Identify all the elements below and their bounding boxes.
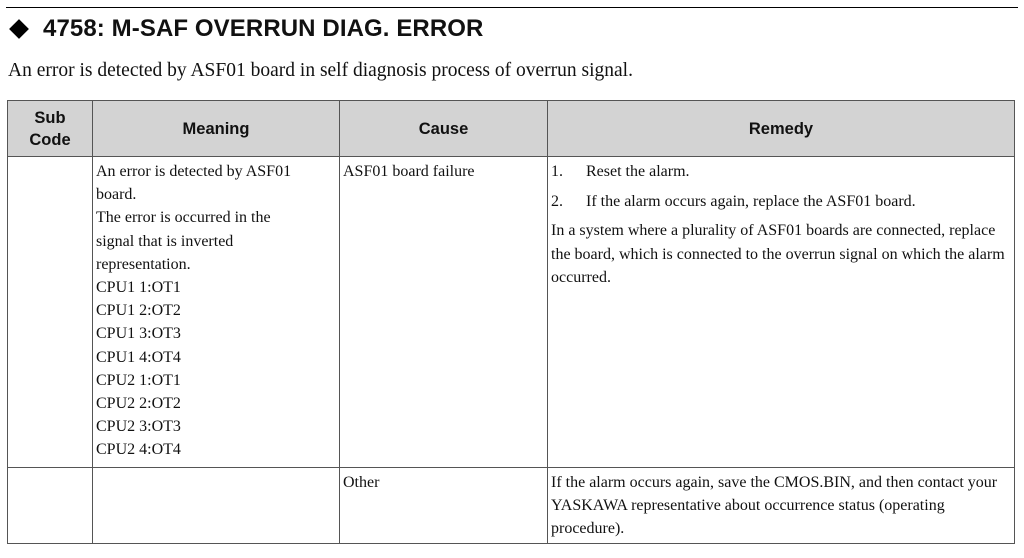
- table-header-row: [8, 101, 1015, 157]
- section-heading: [8, 14, 484, 44]
- sub-code-cell: [8, 157, 93, 468]
- cause-cell: ASF01 board failure: [340, 157, 548, 468]
- remedy-cell: [548, 157, 1015, 468]
- remedy-note: In a system where a plurality of ASF01 boards are connected, replace the board, which is connected to the overrun signal on which the alarm occurred.: [551, 222, 1005, 286]
- diamond-bullet-icon: [9, 19, 29, 39]
- header-meaning: Meaning: [93, 101, 340, 157]
- cause-cell: Other: [340, 468, 548, 544]
- top-rule: [6, 7, 1018, 8]
- remedy-step: 2. If the alarm occurs again, replace the ASF01 board.: [551, 192, 916, 210]
- header-sub-code: Sub Code: [8, 101, 93, 157]
- remedy-cell: If the alarm occurs again, save the CMOS.BIN, and then contact your YASKAWA representative about occurrence status (operating procedure).: [548, 468, 1015, 544]
- heading-title: 4758: M-SAF OVERRUN DIAG. ERROR: [43, 15, 484, 42]
- meaning-cell: An error is detected by ASF01 board. The error is occurred in the signal that is inverted representation. CPU1 1:OT1 CPU1 2:OT2 CPU1 3:OT3 CPU1 4:OT4 CPU2 1:OT1 CPU2 2:OT2 CPU2 3:OT3 CPU2 4:OT4: [93, 157, 340, 468]
- sub-code-cell: [8, 468, 93, 544]
- intro-text: An error is detected by ASF01 board in self diagnosis process of overrun signal.: [8, 60, 633, 81]
- meaning-cell: [93, 468, 340, 544]
- error-table: [7, 100, 1015, 544]
- remedy-step: 1. Reset the alarm.: [551, 163, 690, 180]
- header-remedy: Remedy: [548, 101, 1015, 157]
- table-row: [8, 157, 1015, 468]
- header-cause: Cause: [340, 101, 548, 157]
- table-row: [8, 468, 1015, 544]
